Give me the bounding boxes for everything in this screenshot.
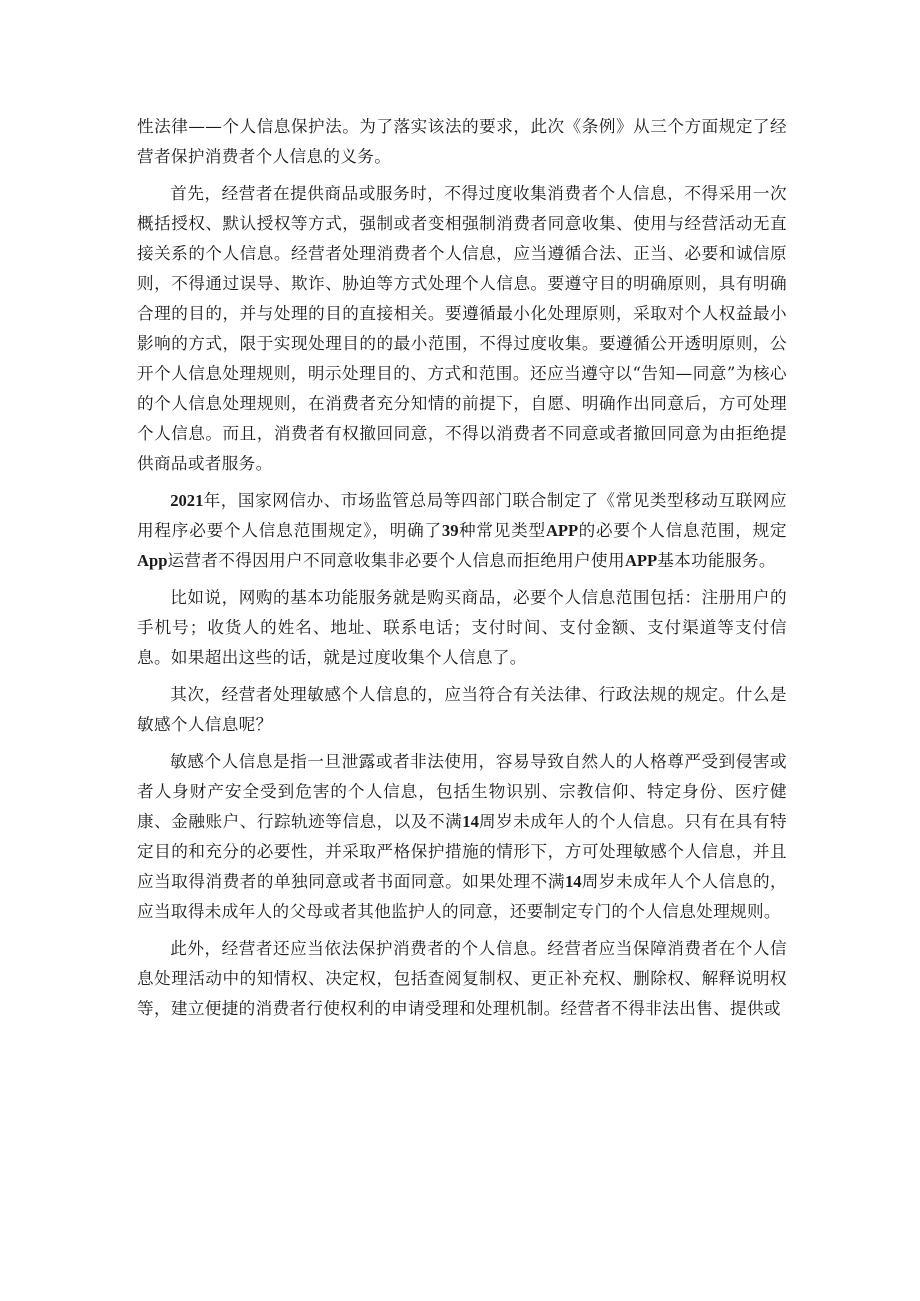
body-paragraph: [137, 680, 787, 740]
paragraph-text: 周岁未成年人个人信息的，应当取得未成年人的父母或者其他监护人的同意，还要制定专门的个人信息处理规则。: [137, 872, 788, 921]
paragraph-text: 种常见类型: [458, 521, 546, 540]
body-paragraph: [137, 112, 787, 172]
body-paragraph: [137, 934, 787, 1024]
paragraph-text: 基本功能服务。: [657, 551, 776, 570]
bold-number-text: APP: [624, 551, 658, 570]
body-paragraph: [137, 486, 787, 576]
bold-number-text: 2021: [170, 491, 204, 510]
bold-number-text: 39: [441, 521, 459, 540]
paragraph-text: 的必要个人信息范围，规定: [578, 521, 787, 540]
paragraph-text: 其次，经营者处理敏感个人信息的，应当符合有关法律、行政法规的规定。什么是敏感个人信息呢？: [137, 685, 787, 734]
paragraph-text: 运营者不得因用户不同意收集非必要个人信息而拒绝用户使用: [167, 551, 625, 570]
body-paragraph: [137, 747, 787, 927]
paragraph-text: 敏感个人信息是指一旦泄露或者非法使用，容易导致自然人的人格尊严受到侵害或者人身财产安全受到危害的个人信息，包括生物识别、宗教信仰、特定身份、医疗健康、金融账户、行踪轨迹等信息，以及不满: [137, 752, 787, 831]
body-paragraph: [137, 179, 787, 479]
paragraph-text: 年，国家网信办、市场监管总局等四部门联合制定了《常见类型移动互联网应用程序必要个人信息范围规定》，明确了: [137, 491, 787, 540]
body-paragraph: [137, 583, 787, 673]
bold-number-text: 14: [462, 812, 479, 831]
paragraph-text: 首先，经营者在提供商品或服务时，不得过度收集消费者个人信息，不得采用一次概括授权、默认授权等方式，强制或者变相强制消费者同意收集、使用与经营活动无直接关系的个人信息。经营者处理消费者个人信息，应当遵循合法、正当、必要和诚信原则，不得通过误导、欺诈、胁迫等方式处理个人信息。要遵守目的明确原则，具有明确合理的目的，并与处理的目的直接相关。要遵循最小化处理原则，采取对个人权益最小影响的方式，限于实现处理目的的最小范围，不得过度收集。要遵循公开透明原则，公开个人信息处理规则，明示处理目的、方式和范围。还应当遵守以“告知—同意”为核心的个人信息处理规则，在消费者充分知情的前提下，自愿、明确作出同意后，方可处理个人信息。而且，消费者有权撤回同意，不得以消费者不同意或者撤回同意为由拒绝提供商品或者服务。: [137, 184, 787, 473]
document-page: [137, 112, 787, 1031]
bold-number-text: 14: [564, 872, 582, 891]
paragraph-text: 此外，经营者还应当依法保护消费者的个人信息。经营者应当保障消费者在个人信息处理活动中的知情权、决定权，包括查阅复制权、更正补充权、删除权、解释说明权等，建立便捷的消费者行使权利的申请受理和处理机制。经营者不得非法出售、提供或: [137, 939, 787, 1018]
paragraph-text: 比如说，网购的基本功能服务就是购买商品，必要个人信息范围包括：注册用户的手机号；收货人的姓名、地址、联系电话；支付时间、支付金额、支付渠道等支付信息。如果超出这些的话，就是过度收集个人信息了。: [137, 588, 787, 667]
bold-number-text: APP: [545, 521, 579, 540]
bold-number-text: App: [137, 551, 168, 570]
paragraph-text: 性法律——个人信息保护法。为了落实该法的要求，此次《条例》从三个方面规定了经营者保护消费者个人信息的义务。: [137, 117, 787, 166]
paragraph-text: 周岁未成年人的个人信息。只有在具有特定目的和充分的必要性，并采取严格保护措施的情形下，方可处理敏感个人信息，并且应当取得消费者的单独同意或者书面同意。如果处理不满: [137, 812, 787, 891]
